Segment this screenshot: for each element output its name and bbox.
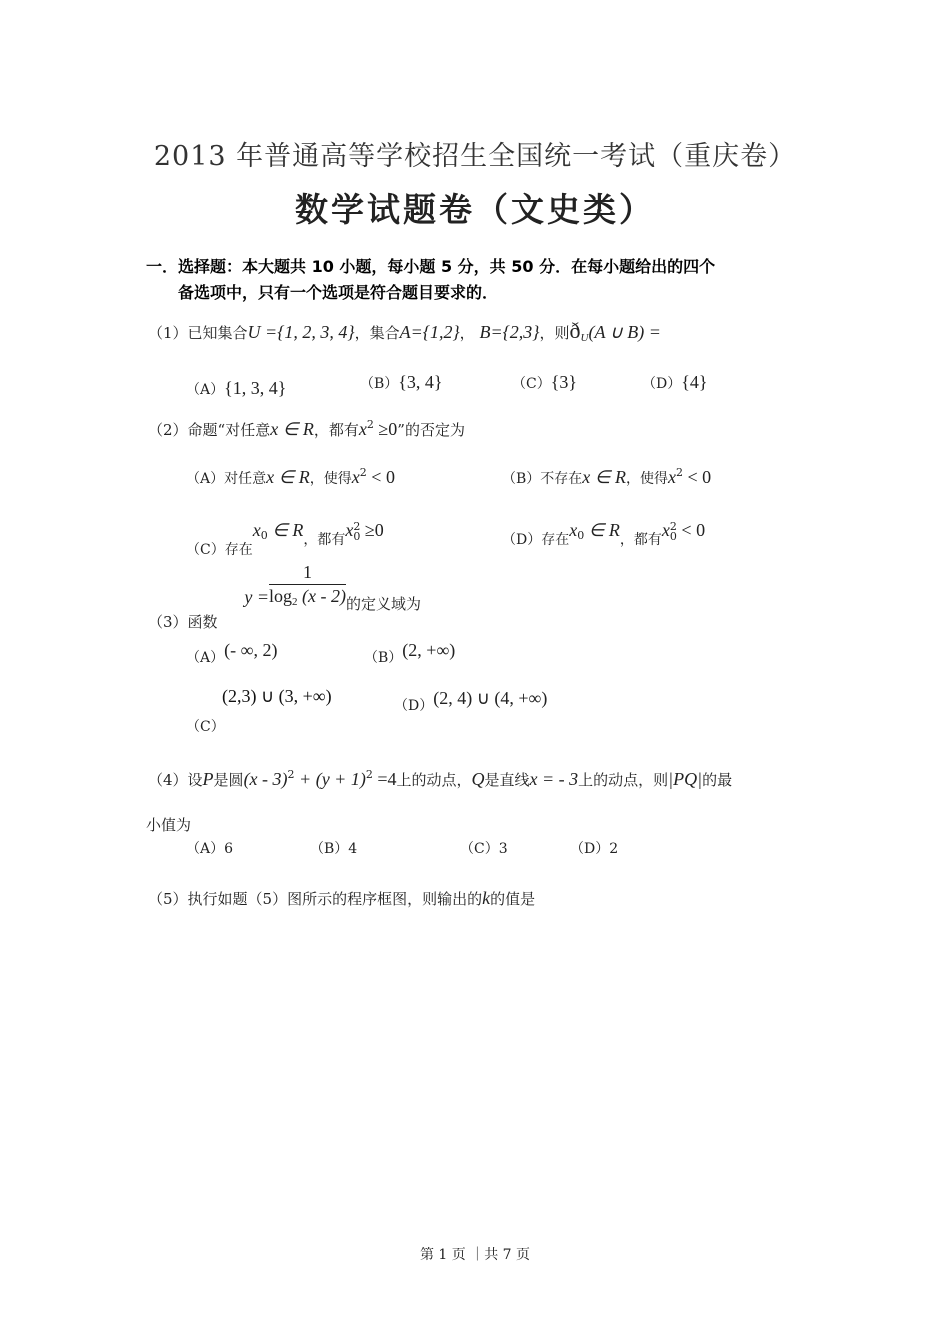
- q4-circle-b-sup: 2: [365, 768, 373, 781]
- q2-option-a-math-1: x ∈ R: [266, 467, 310, 487]
- q2-option-d-math-1-rest: ∈ R: [584, 520, 620, 540]
- q5-k: k: [482, 888, 491, 908]
- question-5: [148, 888, 535, 909]
- q5-suffix: 的值是: [490, 890, 536, 908]
- q1-option-c-value: {3}: [550, 372, 577, 392]
- q4-text-1: 是圆: [213, 771, 244, 789]
- question-2: [148, 418, 465, 440]
- question-1: [148, 318, 661, 344]
- q4-prefix: （4）设: [148, 771, 203, 789]
- q2-option-a-label: （A）对任意: [186, 471, 267, 487]
- q2-option-c-label: （C）存在: [186, 542, 253, 558]
- q2-option-b-text: ，使得: [625, 471, 668, 487]
- q2-option-a-rest: < 0: [366, 467, 395, 487]
- q3-den-log: log: [268, 586, 292, 606]
- q1-option-a: [186, 378, 286, 399]
- q2-text: ，都有: [313, 421, 359, 439]
- q4-q: Q: [471, 769, 485, 789]
- q4-circle-a: (x - 3): [243, 769, 288, 789]
- q2-option-b-math-1: x ∈ R: [582, 467, 626, 487]
- q4-option-a-label: （A）: [186, 841, 225, 857]
- q1-set-b: B={2,3}: [479, 322, 540, 342]
- exam-title: 2013 年普通高等学校招生全国统一考试（重庆卷）: [153, 141, 797, 172]
- q1-complement-symbol: ð: [569, 318, 581, 343]
- q4-text-3: 是直线: [484, 771, 530, 789]
- q2-option-b-math-2: x: [667, 467, 676, 487]
- q3-option-c-value: (2,3) ∪ (3, +∞): [222, 686, 332, 706]
- q4-option-a: [186, 838, 233, 858]
- q3-option-c-label: （C）: [186, 719, 225, 735]
- q1-expression: (A ∪ B) =: [588, 322, 661, 342]
- q3-fraction: [269, 562, 346, 608]
- q1-set-u: U ={1, 2, 3, 4}: [247, 322, 355, 342]
- q1-option-b-value: {3, 4}: [398, 372, 443, 392]
- q3-suffix: 的定义域为: [345, 595, 421, 613]
- q2-option-d-sub: 0: [669, 530, 677, 543]
- q2-option-a: [186, 466, 395, 488]
- q4-option-b-label: （B）: [310, 841, 349, 857]
- q4-line-2: 小值为: [146, 816, 192, 834]
- q3-option-b: [364, 640, 456, 666]
- q2-math-1: x ∈ R: [270, 419, 314, 439]
- q2-option-a-sup: 2: [359, 466, 367, 479]
- q2-option-c-math-2: x: [345, 520, 354, 540]
- q1-set-a: A={1,2}: [399, 322, 460, 342]
- q4-option-a-value: 6: [224, 841, 234, 857]
- q4-p: P: [202, 769, 214, 789]
- q1-prefix: （1）已知集合: [148, 324, 248, 342]
- q2-option-c-sup: 2: [353, 520, 361, 533]
- q2-option-c: [186, 520, 384, 558]
- q2-option-d-label: （D）存在: [502, 532, 570, 548]
- q4-text-4: 上的动点，则: [578, 771, 669, 789]
- q1-option-d-value: {4}: [681, 372, 708, 392]
- q2-suffix: ”的否定为: [397, 421, 465, 439]
- q4-pq: |PQ|: [668, 769, 703, 789]
- q2-option-c-text: ，都有: [303, 532, 346, 548]
- q4-option-d-label: （D）: [570, 841, 610, 857]
- q4-option-c: [460, 838, 508, 858]
- q2-option-c-math-1-rest: ∈ R: [267, 520, 304, 540]
- q3-den-rest: (x - 2): [297, 586, 346, 606]
- q2-option-b-rest: < 0: [682, 467, 712, 487]
- q1-text-2: ，则: [539, 324, 570, 342]
- q3-option-b-value: (2, +∞): [402, 640, 456, 660]
- q1-option-a-value: {1, 3, 4}: [224, 378, 287, 398]
- q2-option-b-label: （B）不存在: [502, 471, 583, 487]
- page-footer: 第 1 页 ｜共 7 页: [419, 1247, 531, 1263]
- q4-option-b-value: 4: [348, 841, 358, 857]
- q2-option-d-rest: < 0: [676, 520, 706, 540]
- q2-option-a-math-2: x: [351, 467, 360, 487]
- q3-option-b-label: （B）: [364, 650, 403, 666]
- q1-sep: ，: [459, 324, 475, 342]
- q2-option-d: [502, 520, 706, 548]
- q2-math-2-rest: ≥0: [373, 419, 398, 439]
- q1-option-d: [642, 372, 708, 393]
- q1-option-b: [360, 372, 443, 393]
- section-heading-line1: 一．选择题：本大题共 10 小题，每小题 5 分，共 50 分．在每小题给出的四个: [146, 257, 716, 276]
- q2-option-c-rest: ≥0: [360, 520, 384, 540]
- q3-option-a-label: （A）: [186, 650, 225, 666]
- q3-lhs: y =: [244, 587, 269, 607]
- q1-text: ，集合: [354, 324, 400, 342]
- section-heading-line2: 备选项中，只有一个选项是符合题目要求的．: [178, 283, 499, 302]
- q3-option-a: [186, 640, 278, 666]
- q4-text-5: 的最: [702, 771, 733, 789]
- q4-circle-b: + (y + 1): [294, 769, 366, 789]
- question-4: [148, 768, 732, 790]
- q3-option-d-value: (2, 4) ∪ (4, +∞): [433, 688, 548, 708]
- q2-option-c-math-1-sub: 0: [260, 529, 268, 542]
- exam-subtitle: 数学试题卷（文史类）: [295, 190, 655, 229]
- q3-option-a-value: (- ∞, 2): [224, 640, 278, 660]
- q4-option-d: [570, 838, 618, 858]
- q2-math-2-sup: 2: [366, 418, 374, 431]
- q4-option-b: [310, 838, 357, 858]
- q4-option-c-label: （C）: [460, 841, 499, 857]
- q3-prefix: （3）函数: [148, 613, 218, 631]
- q2-option-d-math-1-sub: 0: [577, 529, 585, 542]
- q1-option-d-label: （D）: [642, 376, 682, 392]
- q2-option-c-sub: 0: [353, 530, 361, 543]
- q2-option-d-math-2: x: [661, 520, 670, 540]
- q3-numerator: 1: [269, 562, 346, 585]
- q2-option-a-text: ，使得: [309, 471, 352, 487]
- q2-option-c-math-1: x: [252, 520, 261, 540]
- q2-option-d-math-1: x: [569, 520, 578, 540]
- q3-den-sub: 2: [291, 596, 298, 608]
- q5-prefix: （5）执行如题（5）图所示的程序框图，则输出的: [148, 890, 483, 908]
- q1-option-a-label: （A）: [186, 382, 225, 398]
- q4-option-d-value: 2: [609, 841, 619, 857]
- q2-option-b: [502, 466, 711, 488]
- q2-math-2: x: [358, 419, 367, 439]
- q1-complement-sub: U: [580, 332, 589, 344]
- question-3: [148, 562, 421, 631]
- q3-option-d-label: （D）: [394, 698, 434, 714]
- q4-circle-c: =4: [372, 769, 397, 789]
- q1-option-c-label: （C）: [512, 376, 551, 392]
- q3-option-d: [394, 688, 548, 714]
- q4-option-c-value: 3: [498, 841, 508, 857]
- q2-option-d-sup: 2: [669, 520, 677, 533]
- q3-denominator: [269, 585, 346, 608]
- q2-prefix: （2）命题“对任意: [148, 421, 271, 439]
- q4-text-2: 上的动点，: [396, 771, 472, 789]
- q1-option-c: [512, 372, 577, 393]
- q4-line: x = - 3: [529, 769, 579, 789]
- q4-circle-a-sup: 2: [287, 768, 295, 781]
- q1-option-b-label: （B）: [360, 376, 399, 392]
- q2-option-d-text: ，都有: [619, 532, 662, 548]
- q2-option-b-sup: 2: [675, 466, 683, 479]
